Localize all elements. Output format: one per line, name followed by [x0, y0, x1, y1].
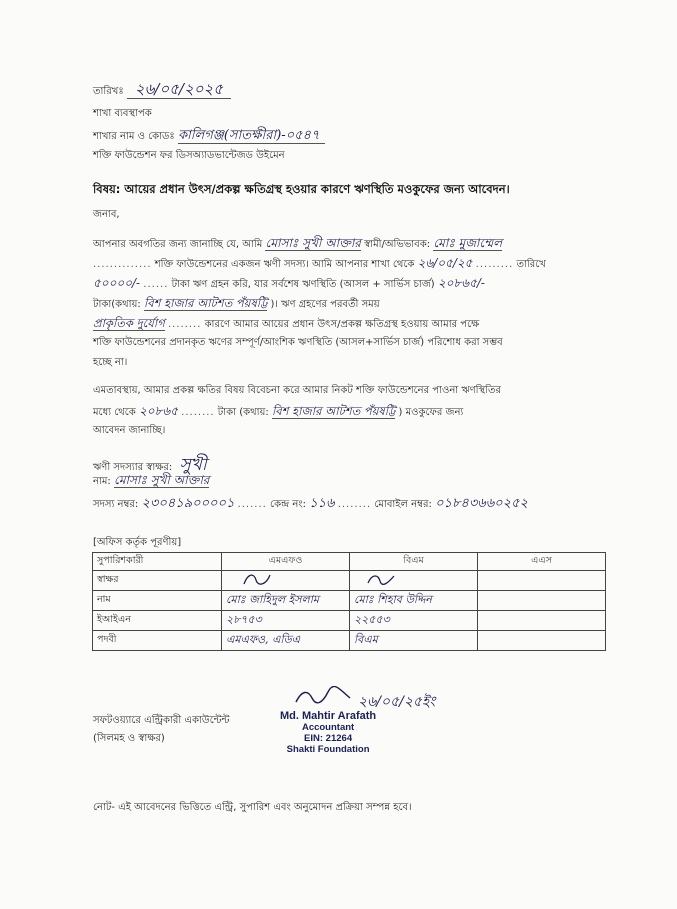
para1-text-f: টাকা(কথায়:	[93, 299, 141, 310]
member-signature: সুখী	[179, 455, 207, 475]
office-row-name	[93, 591, 606, 611]
accountant-date: ২৬/০৫/২৫ইং	[358, 694, 436, 710]
para2-line1: এমতাবস্থায়, আমার প্রকল্প ক্ষতির বিষয় বিবেচনা করে আমার নিকট শক্তি ফাউন্ডেশনের পাওনা ঋণস্থিতির	[93, 385, 502, 396]
date-value: ২৬/০৫/২০২৫	[127, 80, 231, 99]
para2-line2: মধ্যে থেকে ২০৮৬৫ ........ টাকা (কথায়: বিশ হাজার আটশত পঁয়ষট্টি ) মওকুফের জন্য	[93, 404, 464, 418]
center-label: কেন্দ্র নং:	[270, 499, 306, 510]
office-row-signature	[93, 571, 606, 591]
org-name: শক্তি ফাউন্ডেশন ফর ডিসঅ্যাডভান্টেজড উইমেন	[93, 150, 285, 161]
center-value: ১১৬	[309, 496, 335, 511]
date-label: তারিখঃ	[93, 86, 124, 97]
office-row-designation	[93, 631, 606, 651]
footer-note: নোট- এই আবেদনের ভিত্তিতে এন্ট্রি, সুপারিশ এবং অনুমোদন প্রক্রিয়া সম্পন্ন হবে।	[93, 802, 412, 813]
stamp-org: Shakti Foundation	[286, 744, 370, 755]
waive-words-hw: বিশ হাজার আটশত পঁয়ষট্টি	[271, 404, 396, 418]
mfo-name-value: মোঃ জাহিদুল ইসলাম	[226, 593, 320, 606]
bm-signature	[350, 571, 478, 591]
stamp-title: Accountant	[301, 722, 355, 733]
bm-designation	[350, 631, 478, 651]
para1-text-c: শক্তি ফাউন্ডেশনের একজন ঋণী সদস্য। আমি আপনার শাখা থেকে	[154, 259, 415, 270]
header-mfo: এমএফও	[222, 553, 350, 571]
row-label-signature: স্বাক্ষর	[93, 571, 222, 591]
para1-line1	[93, 233, 502, 255]
loan-amount-hw: ৫০০০০/-	[93, 276, 141, 290]
date-row	[93, 78, 231, 103]
balance-hw: ২০৮৬৫/-	[437, 276, 485, 290]
branch-value: কালিগঞ্জ(সাতক্ষীরা)-০৫৪৭	[178, 128, 326, 144]
para1-text-d: তারিখে	[516, 259, 546, 270]
balance-words-hw: বিশ হাজার আটশত পঁয়ষট্টি	[143, 296, 268, 310]
branch-label: শাখার নাম ও কোডঃ	[93, 131, 175, 142]
para1-line5: প্রাকৃতিক দুর্যোগ ........ কারণে আমার আয়ের প্রধান উৎস/প্রকল্প ক্ষতিগ্রস্থ হওয়ায় আমার পক্ষে	[93, 316, 480, 330]
para1-line3: ৫০০০০/- ...... টাকা ঋণ গ্রহন করি, যার সর্বশেষ ঋণস্থিতি (আসল + সার্ভিস চার্জ) ২০৮৬৫/-	[93, 276, 485, 290]
header-recommender: সুপারিশকারী	[93, 553, 222, 571]
para2-text-c: টাকা (কথায়:	[217, 407, 269, 418]
para1-text-e: টাকা ঋণ গ্রহন করি, যার সর্বশেষ ঋণস্থিতি (আসল + সার্ভিস চার্জ)	[171, 279, 435, 290]
mfo-signature-scribble	[226, 571, 286, 587]
row-label-designation: পদবী	[93, 631, 222, 651]
as-name	[478, 591, 606, 611]
para1-text-g: )। ঋণ গ্রহণের পরবর্তী সময়	[270, 299, 380, 310]
mfo-ein	[222, 611, 350, 631]
accountant-seal-label: (সিলমহ ও স্বাক্ষর)	[93, 733, 165, 744]
accountant-signature-scribble	[292, 686, 356, 708]
para1-text-a: আপনার অবগতির জন্য জানাচ্ছি যে, আমি	[93, 239, 263, 250]
para2-text-b: মধ্যে থেকে	[93, 407, 136, 418]
member-number-label: সদস্য নম্বর:	[93, 499, 139, 510]
member-name-value: মোসাঃ সুখী আক্তার	[113, 473, 210, 487]
bm-ein	[350, 611, 478, 631]
mobile-label: মোবাইল নম্বর:	[374, 499, 432, 510]
header-as: এএস	[478, 553, 606, 571]
loan-date-hw: ২৬/০৫/২৫	[417, 256, 473, 270]
stamp-ein: EIN: 21264	[304, 733, 353, 744]
as-designation	[478, 631, 606, 651]
mfo-designation	[222, 631, 350, 651]
reason-hw: প্রাকৃতিক দুর্যোগ	[93, 316, 165, 330]
para2-text-d: ) মওকুফের জন্য	[398, 407, 464, 418]
para1-text-h: কারণে আমার আয়ের প্রধান উৎস/প্রকল্প ক্ষতিগ্রস্থ হওয়ায় আমার পক্ষে	[204, 319, 480, 330]
para1-line4	[93, 293, 380, 315]
mobile-value: ০১৮৪৩৬৬০২৫২	[435, 496, 528, 511]
subject-line: বিষয়: আয়ের প্রধান উৎস/প্রকল্প ক্ষতিগ্রস্থ হওয়ার কারণে ঋণস্থিতি মওকুফের জন্য আবেদন।	[93, 182, 510, 196]
stamp-name: Md. Mahtir Arafath	[280, 710, 377, 722]
row-label-ein: ইআইএন	[93, 611, 222, 631]
recipient-line1: শাখা ব্যবস্থাপক	[93, 108, 152, 119]
bm-signature-scribble	[354, 571, 414, 587]
member-sign-label: ঋণী সদস্যার স্বাক্ষর:	[93, 462, 173, 473]
office-row-ein	[93, 611, 606, 631]
office-header-row	[93, 553, 606, 571]
para2-line3: আবেদন জানাচ্ছি।	[93, 425, 166, 436]
as-signature	[478, 571, 606, 591]
para1-line2: .............. শক্তি ফাউন্ডেশনের একজন ঋণী সদস্য। আমি আপনার শাখা থেকে ২৬/০৫/২৫ ......... তারিখে	[93, 256, 546, 270]
member-name-row	[93, 472, 209, 492]
mfo-ein-value: ২৮৭৫৩	[226, 613, 262, 626]
member-name-hw: মোসাঃ সুখী আক্তার	[265, 236, 361, 250]
branch-row	[93, 126, 325, 147]
guardian-hw: মোঃ মুজাম্মেল	[433, 236, 503, 250]
accountant-stamp	[280, 710, 376, 755]
member-name-label: নাম:	[93, 476, 111, 487]
mfo-name	[222, 591, 350, 611]
salutation: জনাব,	[93, 209, 120, 220]
accountant-label: সফটওয়্যারে এন্ট্রিকারী একাউন্টেন্ট	[93, 715, 230, 726]
para1-text-b: স্বামী/অভিভাবক:	[364, 239, 431, 250]
as-ein	[478, 611, 606, 631]
mfo-designation-value: এমএফও, এডিএ	[226, 633, 300, 646]
mfo-signature	[222, 571, 350, 591]
para1-line7: হচ্ছে না।	[93, 357, 128, 368]
bm-ein-value: ২২৫৫৩	[354, 613, 390, 626]
bm-name-value: মোঃ শিহাব উদ্দিন	[354, 593, 432, 606]
bm-designation-value: বিএম	[354, 633, 378, 646]
waive-amount-hw: ২০৮৬৫	[139, 404, 178, 418]
office-caption: [অফিস কর্তৃক পূরণীয়]	[93, 537, 182, 548]
row-label-name: নাম	[93, 591, 222, 611]
para1-line6: শক্তি ফাউন্ডেশনের প্রদানকৃত ঋণের সম্পূর্ণ/আংশিক ঋণস্থিতি (আসল+সার্ভিস চার্জ) পরিশোধ করা সম্ভব	[93, 337, 503, 348]
member-number-row: সদস্য নম্বর: ২৩০৪১৯০০০০১ ....... কেন্দ্র নং: ১১৬ ........ মোবাইল নম্বর: ০১৮৪৩৬৬০২৫২	[93, 496, 528, 511]
bm-name	[350, 591, 478, 611]
header-bm: বিএম	[350, 553, 478, 571]
member-number-value: ২৩০৪১৯০০০০১	[141, 496, 235, 511]
office-table	[92, 552, 606, 651]
